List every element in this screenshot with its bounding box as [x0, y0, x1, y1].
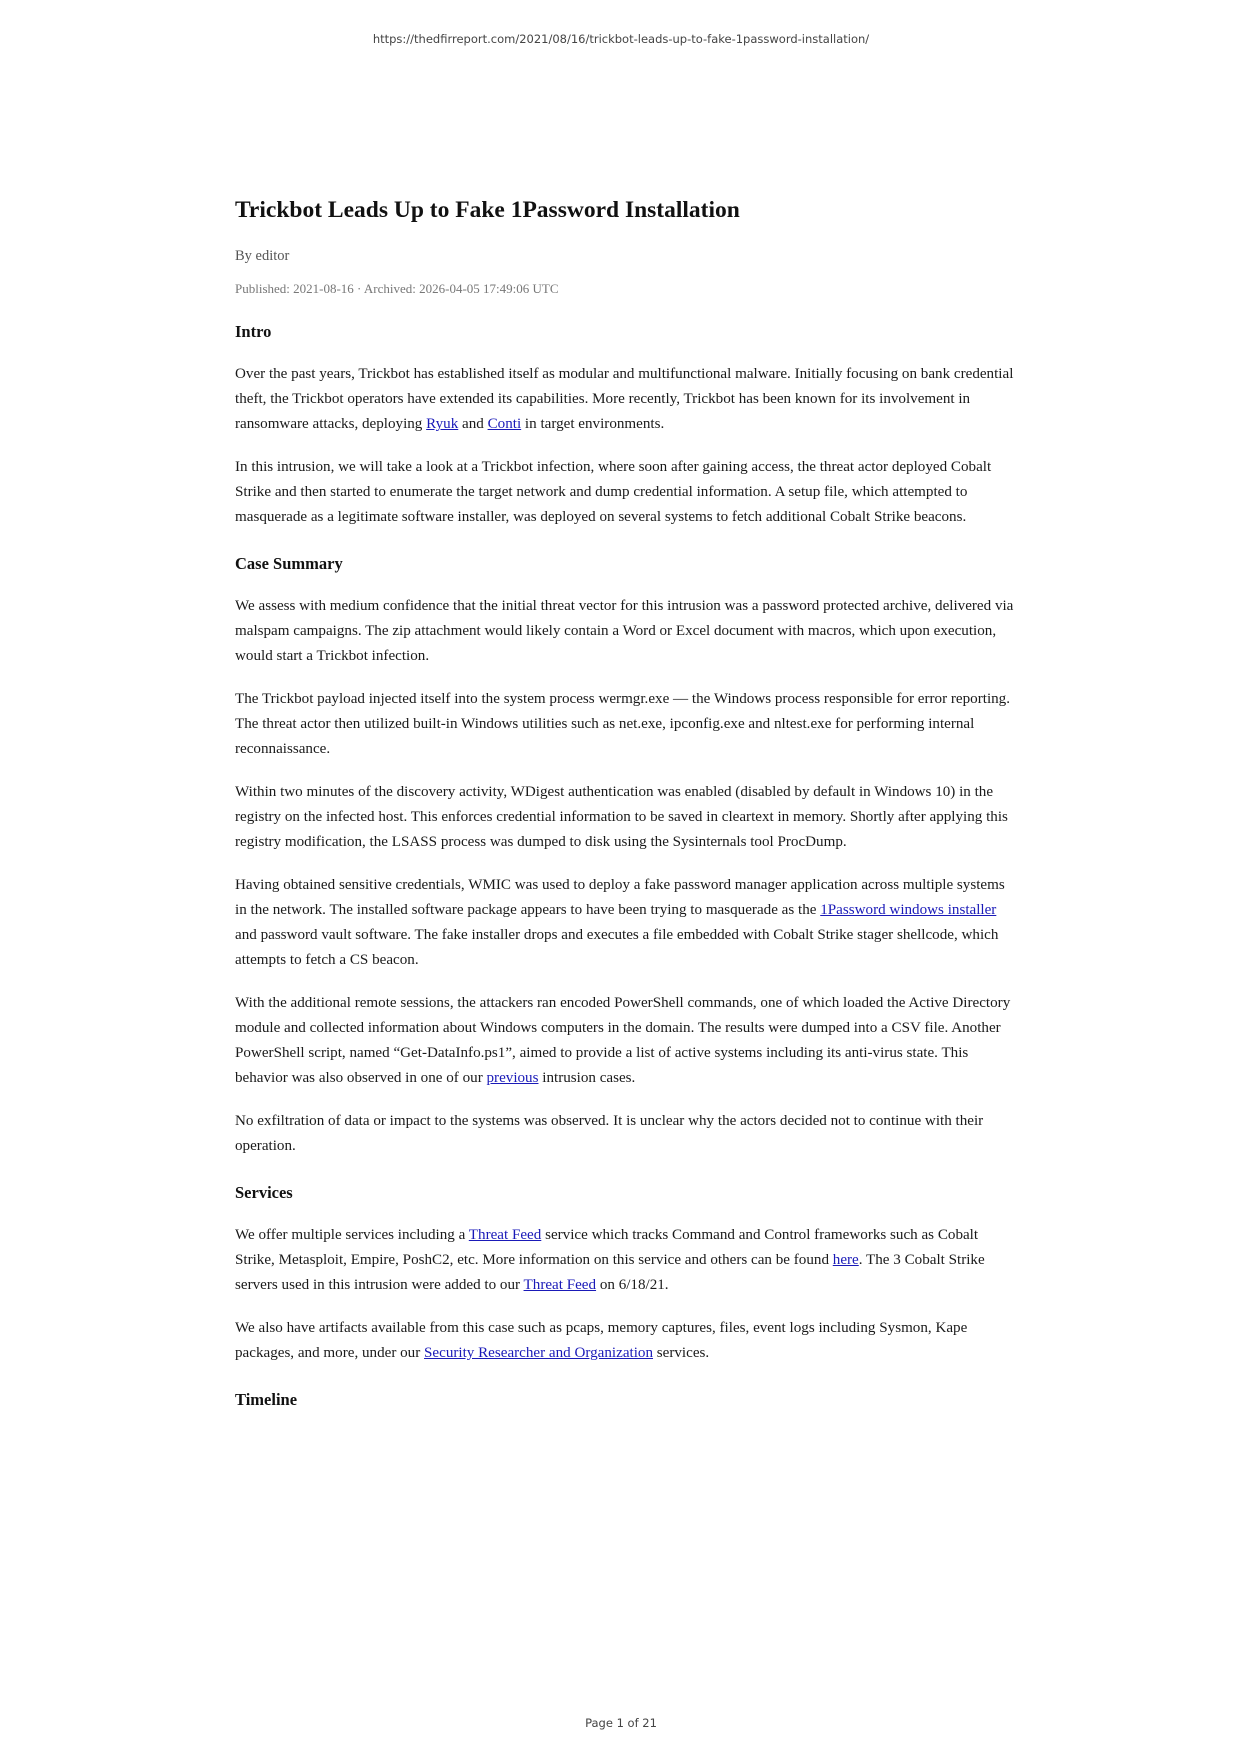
case-summary-heading: Case Summary: [235, 554, 343, 573]
here-link[interactable]: here: [832, 1252, 859, 1268]
ryuk-link[interactable]: Ryuk: [426, 416, 459, 432]
threat-feed-link[interactable]: Threat Feed: [468, 1227, 542, 1243]
article-byline: By editor: [235, 248, 290, 264]
conti-link[interactable]: Conti: [487, 416, 522, 432]
page-number: Page 1 of 21: [585, 1716, 657, 1730]
security-researcher-link[interactable]: Security Researcher and Organization: [424, 1345, 654, 1361]
case-summary-paragraph-3: Within two minutes of the discovery activity, WDigest authentication was enabled (disabled by default in Windows 10) in the registry on the infected host. This enforces credential information to be saved in cleartext in memory. Shortly after applying this registry modification, the LSASS process was dumped to disk using the Sysinternals tool ProcDump.: [235, 784, 1008, 850]
services-paragraph-1: We offer multiple services including a Threat Feed service which tracks Command and Control frameworks such as Cobalt Strike, Metasploit, Empire, PoshC2, etc. More information on this service and others can be found here. The 3 Cobalt Strike servers used in this intrusion were added to our Threat Feed on 6/18/21.: [235, 1227, 985, 1293]
services-heading: Services: [235, 1183, 293, 1202]
intro-paragraph-2: In this intrusion, we will take a look at a Trickbot infection, where soon after gaining access, the threat actor deployed Cobalt Strike and then started to enumerate the target network and dump credential information. A setup file, which attempted to masquerade as a legitimate software installer, was deployed on several systems to fetch additional Cobalt Strike beacons.: [235, 459, 992, 525]
timeline-heading: Timeline: [235, 1390, 298, 1409]
1password-installer-link[interactable]: 1Password windows installer: [820, 902, 997, 918]
case-summary-paragraph-4: Having obtained sensitive credentials, WMIC was used to deploy a fake password manager application across multiple systems in the network. The installed software package appears to have been trying to masquerade as the 1Password windows installer and password vault software. The fake installer drops and executes a file embedded with Cobalt Strike stager shellcode, which attempts to fetch a CS beacon.: [235, 877, 1005, 968]
article-meta: Published: 2021-08-16 · Archived: 2026-04-05 17:49:06 UTC: [235, 281, 559, 296]
case-summary-paragraph-5: With the additional remote sessions, the attackers ran encoded PowerShell commands, one of which loaded the Active Directory module and collected information about Windows computers in the domain. The results were dumped into a CSV file. Another PowerShell script, named “Get-DataInfo.ps1”, aimed to provide a list of active systems including its anti-virus state. This behavior was also observed in one of our previous intrusion cases.: [235, 995, 1011, 1086]
intro-paragraph-1: Over the past years, Trickbot has established itself as modular and multifunctional malware. Initially focusing on bank credential theft, the Trickbot operators have extended its capabilities. More recently, Trickbot has been known for its involvement in ransomware attacks, deploying Ryuk and Conti in target environments.: [235, 366, 1014, 432]
article: [235, 194, 1015, 1412]
article-title: Trickbot Leads Up to Fake 1Password Installation: [235, 197, 740, 223]
intro-heading: Intro: [235, 322, 272, 341]
case-summary-paragraph-1: We assess with medium confidence that the initial threat vector for this intrusion was a password protected archive, delivered via malspam campaigns. The zip attachment would likely contain a Word or Excel document with macros, which upon execution, would start a Trickbot infection.: [235, 598, 1014, 664]
page-url-header: https://thedfirreport.com/2021/08/16/trickbot-leads-up-to-fake-1password-installation/: [372, 32, 870, 46]
previous-case-link[interactable]: previous: [486, 1070, 539, 1086]
services-paragraph-2: We also have artifacts available from this case such as pcaps, memory captures, files, event logs including Sysmon, Kape packages, and more, under our Security Researcher and Organization services.: [235, 1320, 968, 1361]
threat-feed-link-2[interactable]: Threat Feed: [523, 1277, 597, 1293]
case-summary-paragraph-2: The Trickbot payload injected itself into the system process wermgr.exe — the Windows process responsible for error reporting. The threat actor then utilized built-in Windows utilities such as net.exe, ipconfig.exe and nltest.exe for performing internal reconnaissance.: [235, 691, 1011, 757]
case-summary-paragraph-6: No exfiltration of data or impact to the systems was observed. It is unclear why the actors decided not to continue with their operation.: [235, 1113, 984, 1154]
